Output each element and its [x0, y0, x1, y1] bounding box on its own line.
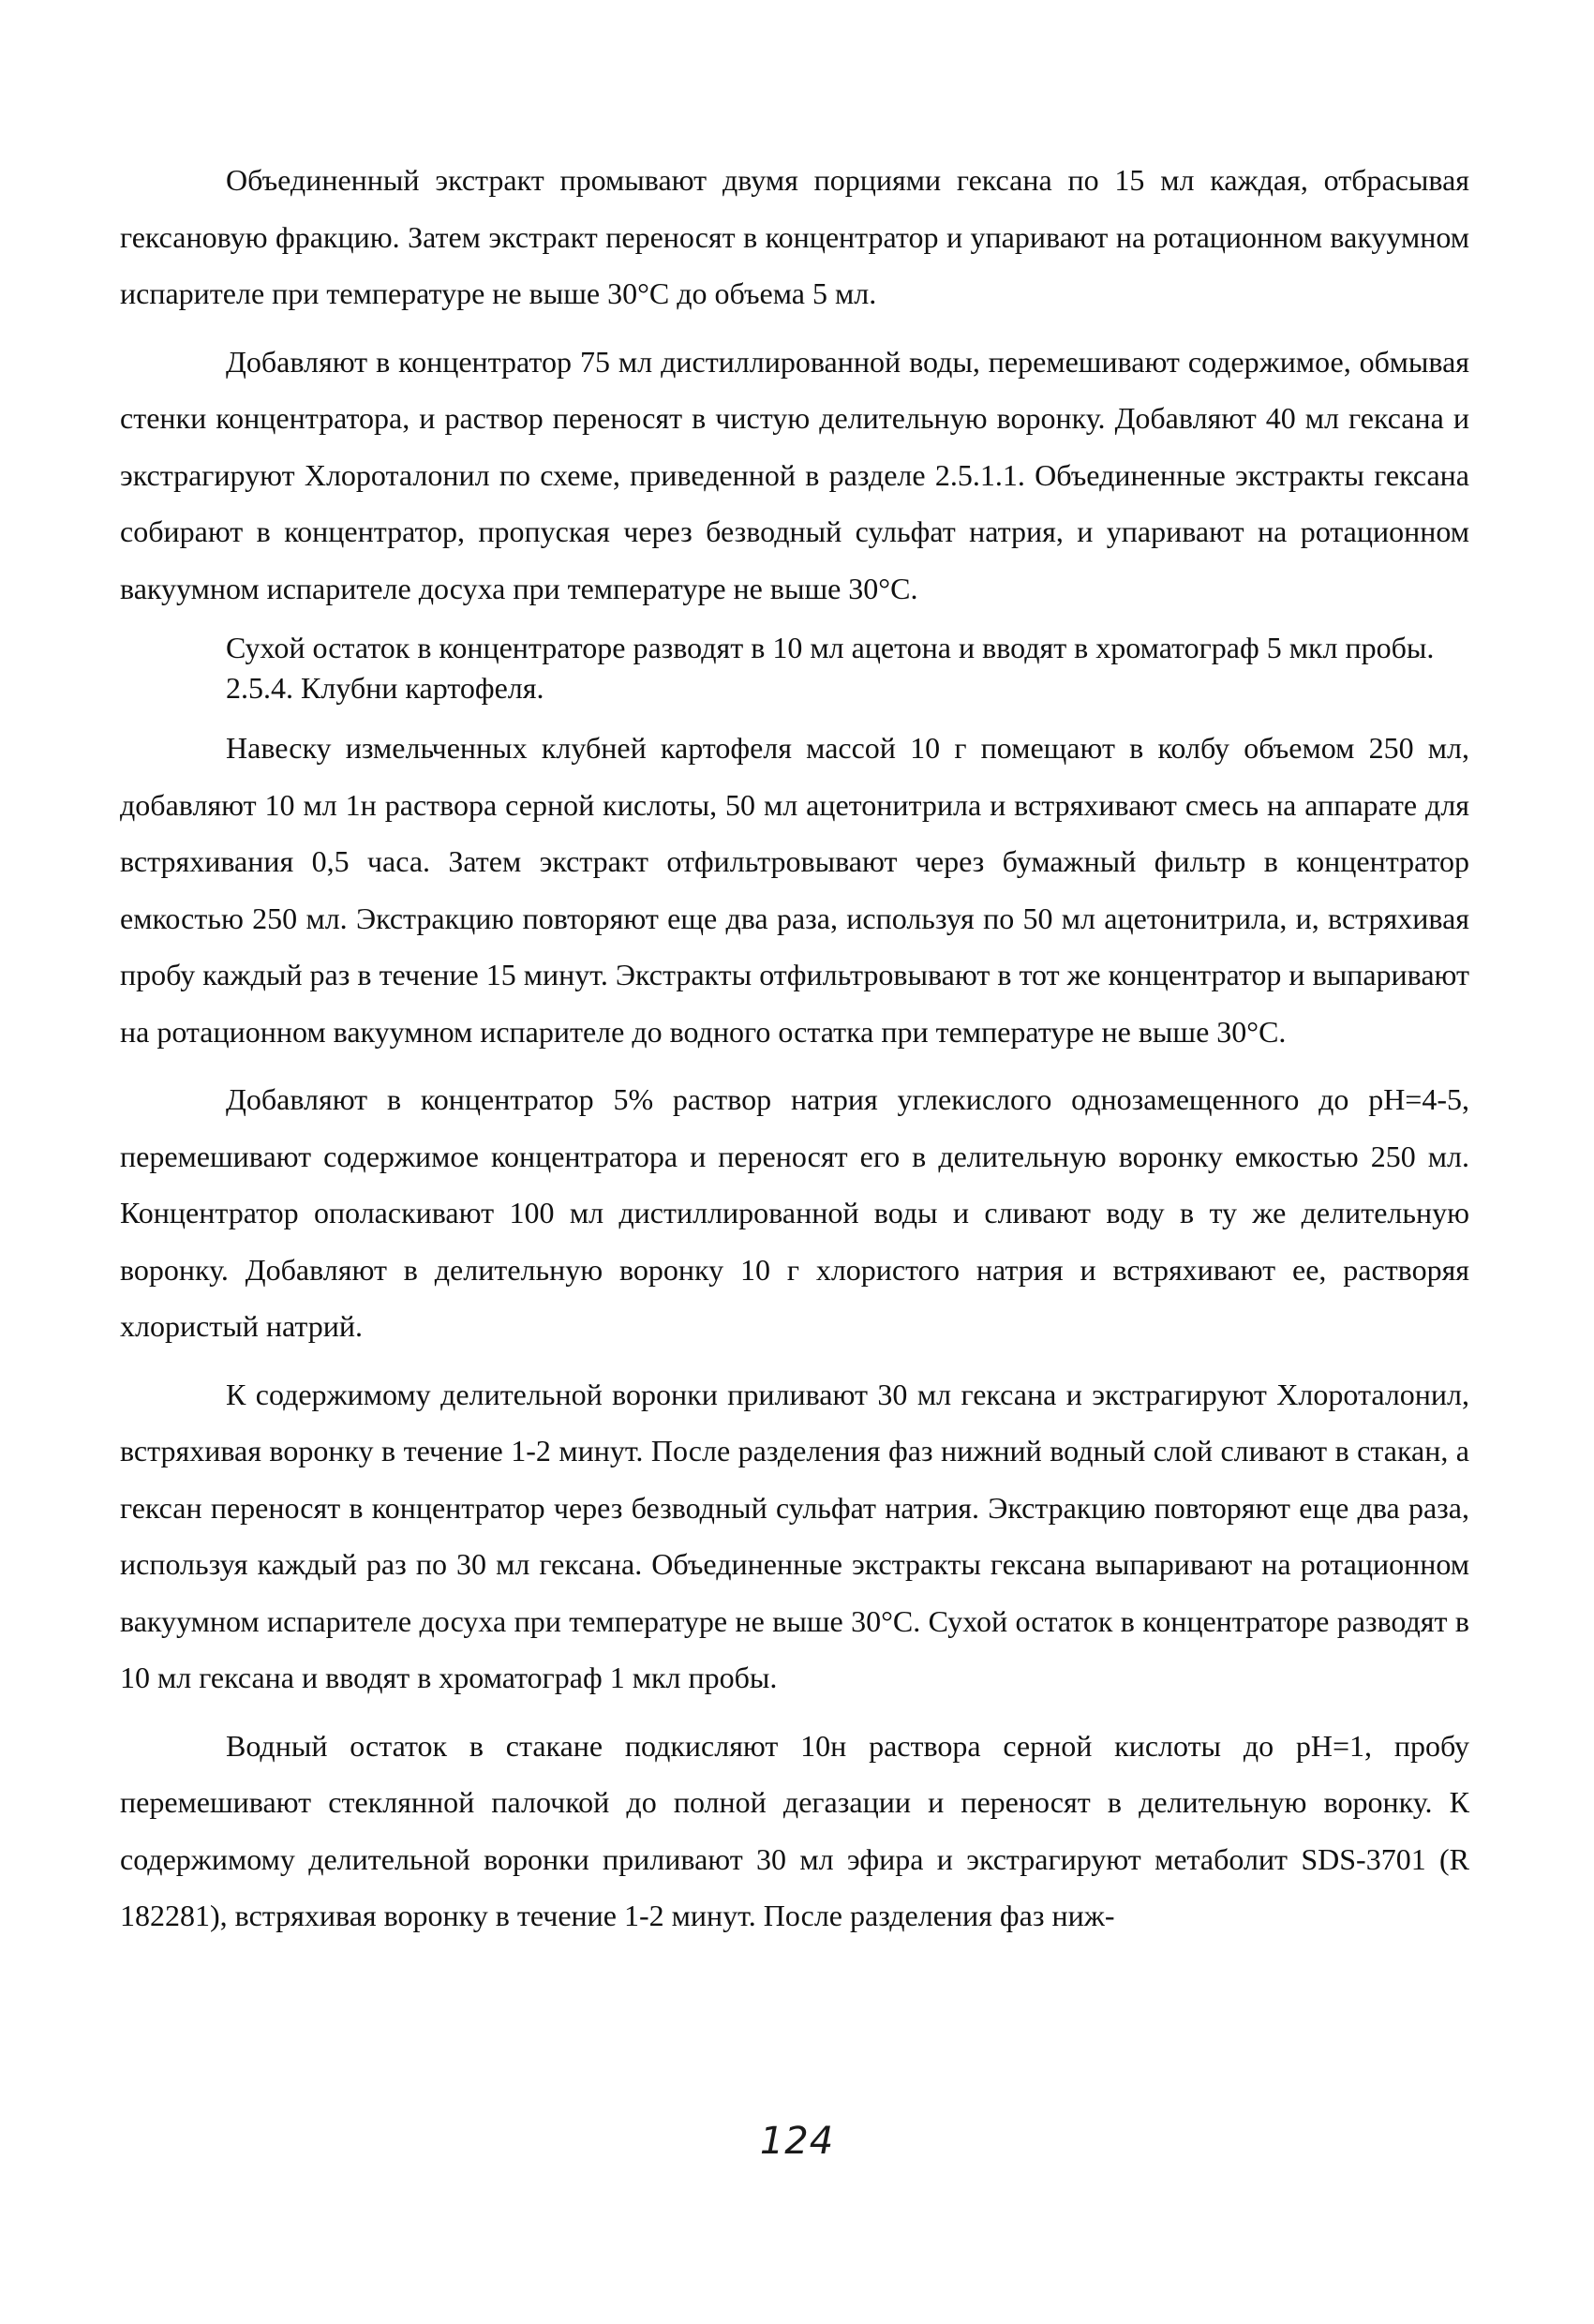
paragraph-hexane-extraction: К содержимому делительной воронки приливают 30 мл гексана и экстрагируют Хлороталонил, встряхивая воронку в течение 1-2 минут. После разделения фаз нижний водный слой сливают в стакан, а гексан переносят в концентратор через безводный сульфат натрия. Экстракцию повторяют еще два раза, используя каждый раз по 30 мл гексана. Объединенные экстракты гексана выпаривают на ротационном вакуумном испарителе досуха при температуре не выше 30°С. Сухой остаток в концентраторе разводят в 10 мл гексана и вводят в хроматограф 1 мкл пробы.: [120, 1377, 1469, 1694]
paragraph-acidification: Водный остаток в стакане подкисляют 10н раствора серной кислоты до pH=1, пробу перемешивают стеклянной палочкой до полной дегазации и переносят в делительную воронку. К содержимому делительной воронки приливают 30 мл эфира и экстрагируют метаболит SDS-3701 (R 182281), встряхивая воронку в течение 1-2 минут. После разделения фаз ниж-: [120, 1728, 1469, 1932]
paragraph-potato-sample: Навеску измельченных клубней картофеля массой 10 г помещают в колбу объемом 250 мл, добавляют 10 мл 1н раствора серной кислоты, 50 мл ацетонитрила и встряхивают смесь на аппарате для встряхивания 0,5 часа. Затем экстракт отфильтровывают через бумажный фильтр в концентратор емкостью 250 мл. Экстракцию повторяют еще два раза, используя по 50 мл ацетонитрила, и, встряхивая пробу каждый раз в течение 15 минут. Экстракты отфильтровывают в тот же концентратор и выпаривают на ротационном вакуумном испарителе до водного остатка при температуре не выше 30°С.: [120, 731, 1469, 1049]
paragraph-extract-washing: Объединенный экстракт промывают двумя порциями гексана по 15 мл каждая, отбрасывая гексановую фракцию. Затем экстракт переносят в концентратор и упаривают на ротационном вакуумном испарителе при температуре не выше 30°С до объема 5 мл.: [120, 163, 1469, 310]
page-number: 124: [759, 2120, 835, 2163]
paragraph-sodium-bicarbonate: Добавляют в концентратор 5% раствор натрия углекислого однозамещенного до pH=4-5, перемешивают содержимое концентратора и переносят его в делительную воронку емкостью 250 мл. Концентратор ополаскивают 100 мл дистиллированной воды и сливают воду в ту же делительную воронку. Добавляют в делительную воронку 10 г хлористого натрия и встряхивают ее, растворяя хлористый натрий.: [120, 1082, 1469, 1343]
paragraph-add-water: Добавляют в концентратор 75 мл дистиллированной воды, перемешивают содержимое, обмывая стенки концентратора, и раствор переносят в чистую делительную воронку. Добавляют 40 мл гексана и экстрагируют Хлороталонил по схеме, приведенной в разделе 2.5.1.1. Объединенные экстракты гексана собирают в концентратор, пропуская через безводный сульфат натрия, и упаривают на ротационном вакуумном испарителе досуха при температуре не выше 30°С.: [120, 344, 1469, 605]
section-heading-potato-tubers: 2.5.4. Клубни картофеля.: [226, 671, 544, 705]
body-text: [120, 152, 1469, 1944]
paragraph-dry-residue: Сухой остаток в концентраторе разводят в 10 мл ацетона и вводят в хроматограф 5 мкл пробы.: [226, 631, 1435, 664]
